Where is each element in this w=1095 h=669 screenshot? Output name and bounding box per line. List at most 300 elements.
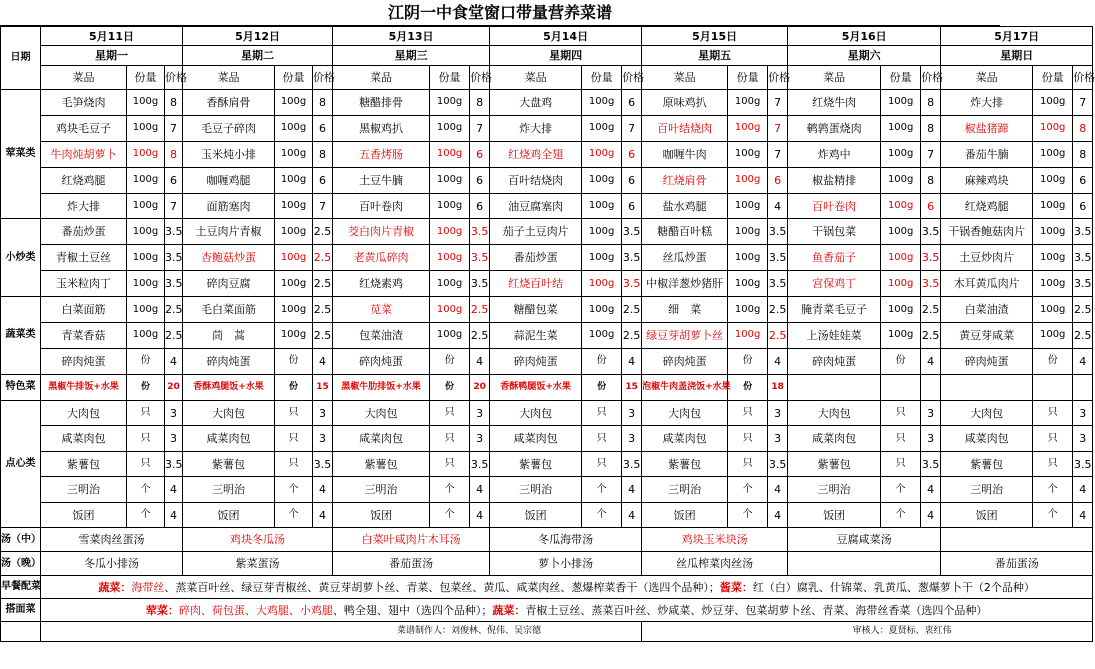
dish-price: 8 [313, 90, 333, 116]
date-cell: 5月15日 [642, 27, 788, 46]
dish-price: 3.5 [921, 271, 941, 297]
dish-price: 2.5 [470, 297, 490, 323]
breakfast-segment: 海带丝 [131, 580, 165, 594]
dish-row [1, 502, 1093, 528]
dish-portion: 份 [881, 348, 921, 374]
dish-price: 4 [768, 477, 788, 503]
special-price [921, 374, 941, 400]
dish-name: 三明治 [941, 477, 1033, 503]
dish-name: 原味鸡扒 [642, 90, 728, 116]
dish-price: 2.5 [768, 323, 788, 349]
menu-table [0, 26, 1093, 642]
dish-name: 三明治 [333, 477, 430, 503]
dish-name: 饭团 [788, 502, 881, 528]
dish-name: 百叶结烧肉 [490, 167, 582, 193]
dish-row [1, 400, 1093, 426]
page-title: 江阴一中食堂窗口带量营养菜谱 [0, 0, 1000, 26]
noodle-text [41, 599, 1093, 622]
dish-name: 红烧鸡腿 [41, 167, 127, 193]
dish-name: 毛豆子碎肉 [183, 115, 275, 141]
dish-portion: 个 [127, 502, 165, 528]
dish-portion: 份 [127, 348, 165, 374]
footer-spacer [1, 622, 41, 642]
dish-name: 茄子土豆肉片 [490, 219, 582, 245]
dish-portion: 100g [430, 167, 470, 193]
dish-name: 鱼香茄子 [788, 245, 881, 271]
dish-price: 2.5 [313, 271, 333, 297]
dish-portion: 个 [275, 477, 313, 503]
weekday-cell: 星期日 [941, 46, 1093, 66]
dish-name: 糖醋包菜 [490, 297, 582, 323]
special-dish-name: 香酥鸭腿饭+水果 [490, 374, 582, 400]
dish-price: 3 [470, 400, 490, 426]
dish-row [1, 245, 1093, 271]
dish-portion: 100g [728, 115, 768, 141]
dish-portion: 100g [728, 271, 768, 297]
dish-price: 4 [1073, 477, 1093, 503]
dish-portion: 只 [430, 426, 470, 452]
dish-price: 3.5 [470, 451, 490, 477]
dish-price: 2.5 [470, 323, 490, 349]
dish-name: 老黄瓜碎肉 [333, 245, 430, 271]
dish-portion: 100g [275, 115, 313, 141]
dish-portion: 100g [430, 193, 470, 219]
dish-price: 4 [313, 348, 333, 374]
dish-price: 4 [768, 348, 788, 374]
dish-name: 干锅包菜 [788, 219, 881, 245]
dish-portion: 只 [127, 426, 165, 452]
dish-price: 6 [470, 167, 490, 193]
date-cell: 5月14日 [490, 27, 642, 46]
dish-name: 炸大排 [490, 115, 582, 141]
dish-name: 盐水鸡腿 [642, 193, 728, 219]
dish-portion: 100g [127, 323, 165, 349]
dish-portion: 100g [881, 167, 921, 193]
header-portion: 份量 [1033, 66, 1073, 90]
dish-name: 大盘鸡 [490, 90, 582, 116]
dish-price: 2.5 [313, 245, 333, 271]
header-dish: 菜品 [41, 66, 127, 90]
dish-portion: 100g [582, 115, 622, 141]
dish-name: 饭团 [941, 502, 1033, 528]
dish-portion: 100g [582, 271, 622, 297]
dish-price: 3.5 [768, 245, 788, 271]
dish-portion: 100g [728, 167, 768, 193]
dish-name: 中椒洋葱炒猪肝 [642, 271, 728, 297]
dish-portion: 100g [881, 271, 921, 297]
date-row [1, 27, 1093, 46]
dish-portion: 100g [127, 245, 165, 271]
dish-price: 4 [921, 348, 941, 374]
dish-name: 大肉包 [941, 400, 1033, 426]
special-portion [1033, 374, 1073, 400]
dish-portion: 只 [582, 451, 622, 477]
dish-price: 3 [622, 426, 642, 452]
dish-portion: 100g [1033, 245, 1073, 271]
dish-price: 3 [768, 426, 788, 452]
weekday-cell: 星期三 [333, 46, 490, 66]
dish-price: 2.5 [1073, 323, 1093, 349]
dish-name: 鹌鹑蛋烧肉 [788, 115, 881, 141]
header-portion: 份量 [275, 66, 313, 90]
dish-price: 3.5 [768, 219, 788, 245]
dish-price: 7 [1073, 90, 1093, 116]
dish-price: 2.5 [313, 219, 333, 245]
dish-price: 3.5 [622, 271, 642, 297]
dish-price: 2.5 [165, 297, 183, 323]
dish-price: 4 [470, 502, 490, 528]
soup-row [1, 552, 1093, 576]
dish-portion: 100g [582, 90, 622, 116]
dish-portion: 100g [728, 141, 768, 167]
dish-price: 3.5 [622, 219, 642, 245]
dish-price: 8 [921, 115, 941, 141]
dish-portion: 100g [275, 141, 313, 167]
dish-portion: 100g [728, 219, 768, 245]
date-cell: 5月16日 [788, 27, 941, 46]
dish-portion: 100g [275, 271, 313, 297]
dish-price: 7 [313, 193, 333, 219]
dish-portion: 100g [582, 219, 622, 245]
dish-name: 杏鲍菇炒蛋 [183, 245, 275, 271]
dish-name: 咸菜肉包 [41, 426, 127, 452]
soup-name: 萝卜小排汤 [490, 552, 642, 576]
dish-price: 2.5 [313, 297, 333, 323]
soup-name [941, 528, 1093, 552]
dish-name: 咖喱鸡腿 [183, 167, 275, 193]
dish-price: 8 [921, 90, 941, 116]
dish-row [1, 219, 1093, 245]
dish-price: 8 [165, 90, 183, 116]
weekday-cell: 星期五 [642, 46, 788, 66]
dish-name: 香酥肩骨 [183, 90, 275, 116]
dish-portion: 个 [728, 477, 768, 503]
soup-name [788, 552, 941, 576]
dish-name: 白菜面筋 [41, 297, 127, 323]
dish-portion: 只 [881, 400, 921, 426]
dish-row [1, 167, 1093, 193]
dish-name: 青菜香菇 [41, 323, 127, 349]
dish-price: 4 [1073, 348, 1093, 374]
dish-portion: 100g [275, 90, 313, 116]
dish-name: 包菜油渣 [333, 323, 430, 349]
dish-name: 百叶结烧肉 [642, 115, 728, 141]
noodle-segment: 蔬菜： [492, 603, 526, 617]
dish-name: 碎肉炖蛋 [490, 348, 582, 374]
dish-price: 7 [470, 115, 490, 141]
dish-price: 7 [165, 115, 183, 141]
category-label: 特色菜 [1, 374, 41, 400]
dish-name: 咸菜肉包 [788, 426, 881, 452]
dish-portion: 100g [127, 167, 165, 193]
header-portion: 份量 [881, 66, 921, 90]
special-price: 15 [622, 374, 642, 400]
noodle-segment: 青椒土豆丝、蒸菜百叶丝、炒咸菜、炒豆芽、包菜胡萝卜丝、青菜、海带丝香菜（选四个品种） [525, 603, 988, 617]
noodle-row [1, 599, 1093, 622]
dish-portion: 100g [1033, 271, 1073, 297]
header-dish: 菜品 [183, 66, 275, 90]
special-dish-name [941, 374, 1033, 400]
dish-portion: 100g [1033, 141, 1073, 167]
dish-price: 3.5 [622, 245, 642, 271]
header-price: 价格 [768, 66, 788, 90]
dish-name: 碎肉炖蛋 [788, 348, 881, 374]
dish-portion: 100g [275, 323, 313, 349]
dish-name: 玉米炖小排 [183, 141, 275, 167]
dish-portion: 只 [275, 426, 313, 452]
dish-price: 3 [1073, 400, 1093, 426]
dish-name: 木耳黄瓜肉片 [941, 271, 1033, 297]
dish-price: 8 [1073, 115, 1093, 141]
dish-portion: 只 [1033, 451, 1073, 477]
dish-price: 6 [921, 193, 941, 219]
noodle-label: 搭面菜 [1, 599, 41, 622]
footer-row [1, 622, 1093, 642]
dish-price: 3.5 [622, 451, 642, 477]
special-dish-name [788, 374, 881, 400]
dish-name: 宫保鸡丁 [788, 271, 881, 297]
dish-name: 椒盐猪蹄 [941, 115, 1033, 141]
dish-name: 大肉包 [788, 400, 881, 426]
weekday-cell: 星期一 [41, 46, 183, 66]
dish-portion: 份 [582, 348, 622, 374]
dish-portion: 100g [430, 245, 470, 271]
special-portion: 份 [275, 374, 313, 400]
dish-name: 炸鸡中 [788, 141, 881, 167]
dish-portion: 100g [1033, 167, 1073, 193]
dish-price: 3.5 [921, 219, 941, 245]
soup-name: 雪菜肉丝蛋汤 [41, 528, 183, 552]
dish-portion: 100g [127, 141, 165, 167]
dish-portion: 只 [881, 426, 921, 452]
dish-name: 糖醋百叶糕 [642, 219, 728, 245]
dish-price: 6 [313, 115, 333, 141]
noodle-segment: 荤菜： [145, 603, 179, 617]
special-portion [881, 374, 921, 400]
special-portion: 份 [430, 374, 470, 400]
dish-price: 4 [768, 193, 788, 219]
dish-price: 7 [768, 90, 788, 116]
dish-name: 三明治 [41, 477, 127, 503]
dish-price: 3.5 [1073, 451, 1093, 477]
dish-portion: 100g [881, 245, 921, 271]
dish-price: 3.5 [1073, 219, 1093, 245]
dish-portion: 个 [430, 502, 470, 528]
dish-portion: 100g [582, 167, 622, 193]
dish-name: 番茄炒蛋 [490, 245, 582, 271]
header-price: 价格 [1073, 66, 1093, 90]
dish-price: 6 [622, 193, 642, 219]
dish-price: 3.5 [470, 219, 490, 245]
dish-portion: 100g [430, 323, 470, 349]
dish-portion: 100g [728, 245, 768, 271]
special-dish-name: 香酥鸡腿饭+水果 [183, 374, 275, 400]
dish-price: 3 [1073, 426, 1093, 452]
dish-name: 紫薯包 [788, 451, 881, 477]
dish-portion: 100g [275, 245, 313, 271]
dish-portion: 只 [1033, 426, 1073, 452]
dish-portion: 100g [127, 219, 165, 245]
dish-name: 黑椒鸡扒 [333, 115, 430, 141]
special-price: 20 [470, 374, 490, 400]
dish-price: 4 [768, 502, 788, 528]
dish-price: 8 [165, 141, 183, 167]
dish-price: 3 [921, 400, 941, 426]
dish-portion: 100g [582, 297, 622, 323]
dish-name: 碎肉炖蛋 [41, 348, 127, 374]
dish-name: 咸菜肉包 [183, 426, 275, 452]
dish-price: 8 [1073, 141, 1093, 167]
dish-name: 苋菜 [333, 297, 430, 323]
dish-price: 2.5 [165, 323, 183, 349]
dish-portion: 份 [728, 348, 768, 374]
dish-portion: 个 [127, 477, 165, 503]
breakfast-segment: 蒸菜百叶丝、绿豆芽青椒丝、黄豆芽胡萝卜丝、青菜、包菜丝、黄瓜、咸菜肉丝、葱爆榨菜香干（选四个品种）； [175, 580, 720, 594]
soup-name: 鸡块玉米块汤 [642, 528, 788, 552]
soup-label: 汤（中） [1, 528, 41, 552]
dish-name: 上汤娃娃菜 [788, 323, 881, 349]
dish-portion: 100g [127, 115, 165, 141]
dish-name: 黄豆芽咸菜 [941, 323, 1033, 349]
dish-portion: 100g [275, 297, 313, 323]
dish-price: 3.5 [921, 451, 941, 477]
dish-name: 大肉包 [183, 400, 275, 426]
dish-portion: 100g [1033, 115, 1073, 141]
dish-row [1, 90, 1093, 116]
dish-name: 鸡块毛豆子 [41, 115, 127, 141]
dish-name: 百叶卷肉 [788, 193, 881, 219]
soup-name: 紫菜蛋汤 [183, 552, 333, 576]
dish-price: 4 [470, 348, 490, 374]
dish-portion: 100g [1033, 297, 1073, 323]
dish-name: 细 菜 [642, 297, 728, 323]
dish-name: 紫薯包 [41, 451, 127, 477]
soup-name: 番茄蛋汤 [333, 552, 490, 576]
special-dish-name: 泡椒牛肉盖浇饭+水果 [642, 374, 728, 400]
dish-portion: 100g [582, 141, 622, 167]
header-dish: 菜品 [490, 66, 582, 90]
dish-price: 4 [622, 502, 642, 528]
soup-name: 冬瓜海带汤 [490, 528, 642, 552]
category-label: 小炒类 [1, 219, 41, 297]
dish-name: 茭白肉片青椒 [333, 219, 430, 245]
footer-reviewers: 审核人：夏贤标、衷红伟 [642, 622, 1093, 642]
dish-name: 土豆牛腩 [333, 167, 430, 193]
dish-portion: 个 [582, 502, 622, 528]
dish-name: 饭团 [41, 502, 127, 528]
dish-price: 3.5 [165, 219, 183, 245]
dish-price: 4 [165, 502, 183, 528]
dish-portion: 只 [127, 451, 165, 477]
dish-name: 三明治 [788, 477, 881, 503]
dish-portion: 只 [430, 451, 470, 477]
category-label: 点心类 [1, 400, 41, 528]
dish-name: 红烧百叶结 [490, 271, 582, 297]
dish-portion: 100g [582, 193, 622, 219]
dish-portion: 100g [582, 245, 622, 271]
dish-portion: 100g [430, 90, 470, 116]
dish-portion: 只 [275, 400, 313, 426]
dish-name: 碎肉炖蛋 [941, 348, 1033, 374]
dish-price: 8 [921, 167, 941, 193]
dish-price: 3.5 [1073, 245, 1093, 271]
dish-name: 饭团 [333, 502, 430, 528]
dish-portion: 100g [275, 219, 313, 245]
dish-name: 牛肉炖胡萝卜 [41, 141, 127, 167]
dish-portion: 100g [728, 297, 768, 323]
dish-price: 3.5 [768, 271, 788, 297]
dish-name: 碎肉炖蛋 [642, 348, 728, 374]
dish-name: 饭团 [490, 502, 582, 528]
dish-portion: 个 [582, 477, 622, 503]
footer-makers: 菜谱制作人：刘俊林、倪伟、吴宗德 [41, 622, 642, 642]
dish-portion: 100g [1033, 219, 1073, 245]
dish-price: 4 [921, 502, 941, 528]
dish-row [1, 297, 1093, 323]
category-label: 荤菜类 [1, 90, 41, 219]
dish-price: 7 [165, 193, 183, 219]
dish-portion: 100g [430, 271, 470, 297]
dish-name: 碎肉炖蛋 [333, 348, 430, 374]
dish-portion: 100g [275, 167, 313, 193]
dish-name: 麻辣鸡块 [941, 167, 1033, 193]
dish-portion: 100g [127, 297, 165, 323]
dish-portion: 只 [430, 400, 470, 426]
special-dish-name: 黑椒牛排饭+水果 [41, 374, 127, 400]
dish-name: 大肉包 [333, 400, 430, 426]
dish-name: 紫薯包 [941, 451, 1033, 477]
dish-name: 炸大排 [41, 193, 127, 219]
dish-price: 3 [313, 426, 333, 452]
dish-price: 3 [622, 400, 642, 426]
breakfast-text [41, 576, 1093, 599]
dish-portion: 100g [1033, 193, 1073, 219]
dish-price: 2.5 [921, 297, 941, 323]
dish-price: 7 [768, 115, 788, 141]
dish-name: 三明治 [642, 477, 728, 503]
dish-price: 3 [921, 426, 941, 452]
breakfast-segment: 红（白）腐乳、什锦菜、乳黄瓜、葱爆萝卜干（2个品种） [752, 580, 1035, 594]
special-portion: 份 [127, 374, 165, 400]
dish-row [1, 323, 1093, 349]
breakfast-segment: 、 [164, 580, 176, 594]
date-cell: 5月17日 [941, 27, 1093, 46]
dish-name: 三明治 [183, 477, 275, 503]
breakfast-segment: 蔬菜： [98, 580, 132, 594]
special-price: 18 [768, 374, 788, 400]
dish-name: 咸菜肉包 [490, 426, 582, 452]
dish-price: 2.5 [768, 297, 788, 323]
dish-portion: 100g [275, 193, 313, 219]
special-row [1, 374, 1093, 400]
dish-portion: 份 [1033, 348, 1073, 374]
soup-name: 鸡块冬瓜汤 [183, 528, 333, 552]
dish-price: 6 [470, 141, 490, 167]
dish-price: 3.5 [768, 451, 788, 477]
dish-name: 大肉包 [490, 400, 582, 426]
dish-portion: 只 [728, 451, 768, 477]
dish-price: 4 [921, 477, 941, 503]
header-dish: 菜品 [941, 66, 1033, 90]
dish-portion: 100g [127, 193, 165, 219]
soup-name: 豆腐咸菜汤 [788, 528, 941, 552]
dish-portion: 100g [881, 219, 921, 245]
date-cell: 5月12日 [183, 27, 333, 46]
header-portion: 份量 [127, 66, 165, 90]
dish-price: 8 [470, 90, 490, 116]
dish-row [1, 115, 1093, 141]
dish-portion: 100g [881, 115, 921, 141]
